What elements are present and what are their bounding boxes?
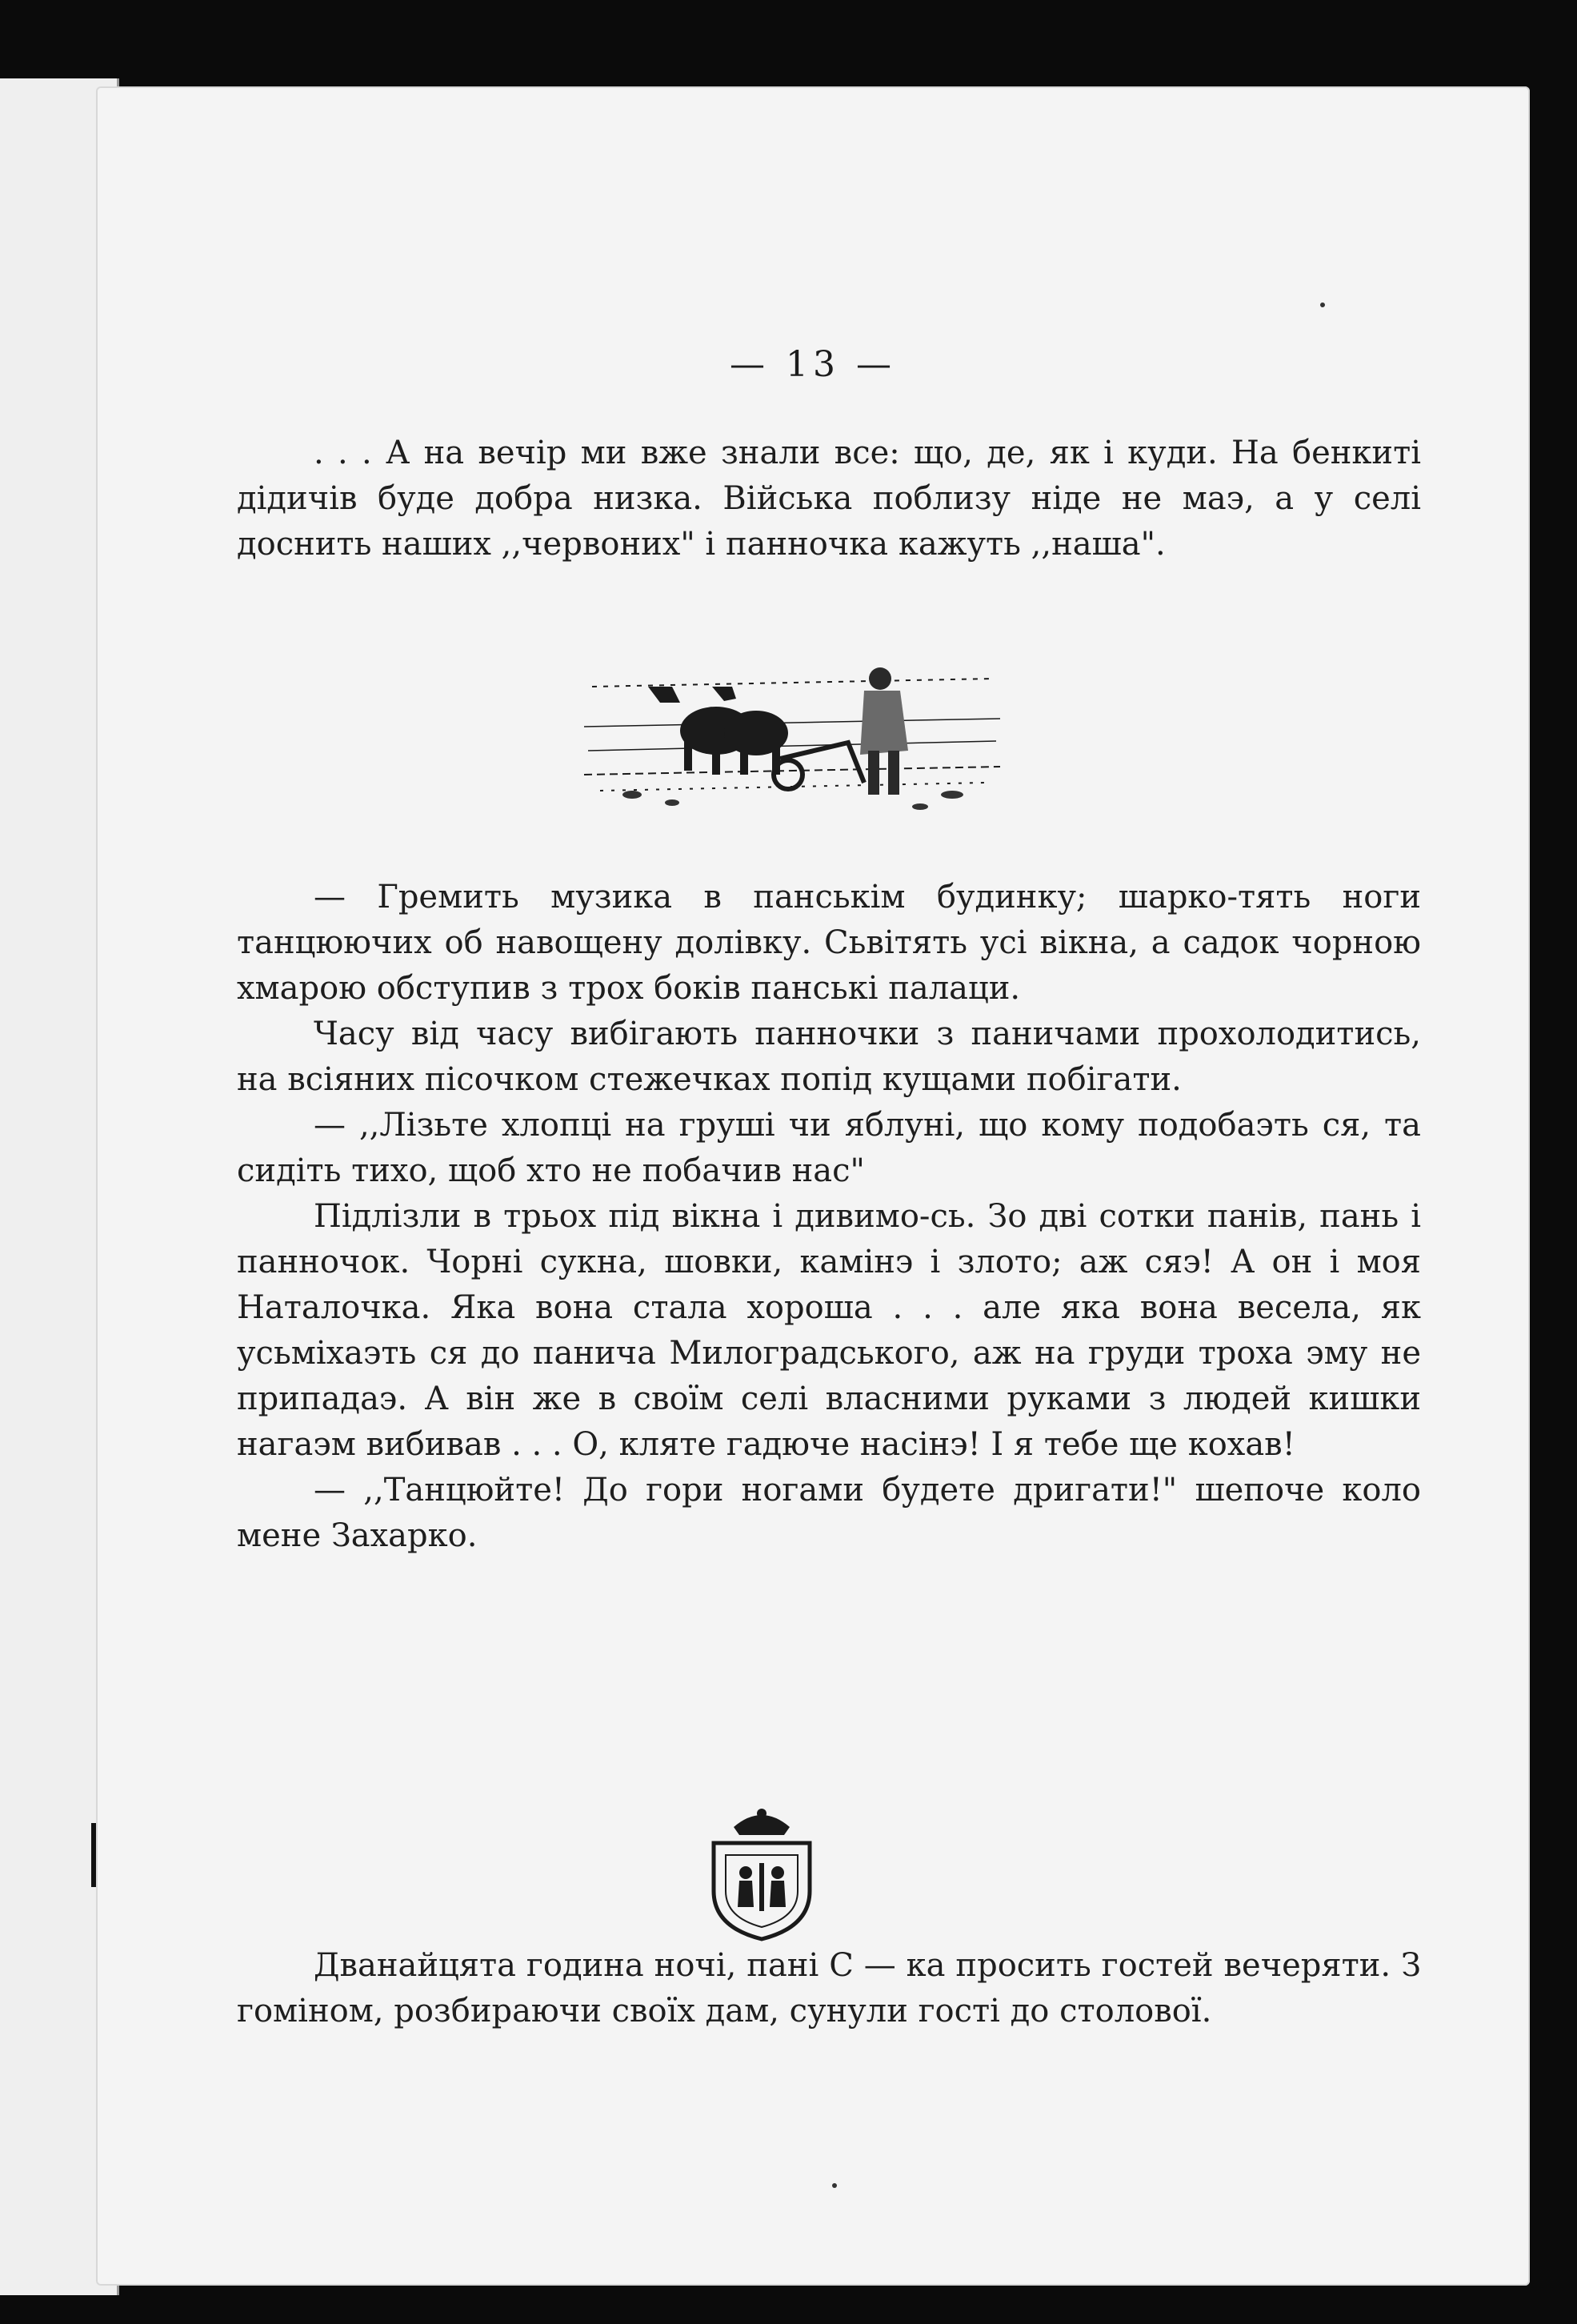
paragraph: Підлізли в трьох під вікна і дивимо-сь. Зо дві сотки панів, пань і панночок. Чорні сукна, шовки, камінэ і злото; аж сяэ! А он і моя Наталочка. Яка вона стала хороша . . . але яка вона весела, як усьміхаэть ся до панича Милоградського, аж на груди троха эму не припадаэ. А він же в своїм селі власними руками з людей кишки нагаэм вибивав . . . О, кляте гадюче насінэ! І я тебе ще кохав!: [237, 1198, 1421, 1463]
paragraph: . . . А на вечір ми вже знали все: що, де, як і куди. На бенкиті дідичів буде добра низка. Війська поблизу ніде не маэ, а у селі доснить наших ,,червоних" і панночка кажуть ,,наша".: [237, 435, 1421, 563]
speck: [1320, 303, 1325, 307]
paragraph-group-bottom: [237, 1943, 1421, 2034]
coat-of-arms-icon: [698, 1799, 826, 1943]
paragraph: Дванайцята година ночі, пані С — ка просить гостей вечеряти. З гоміном, розбираючи своїх дам, сунули гості до столової.: [237, 1947, 1421, 2029]
page-number: — 13 —: [730, 344, 896, 385]
paragraph: — ,,Лізьте хлопці на груші чи яблуні, що кому подобаэть ся, та сидіть тихо, щоб хто не побачив нас": [237, 1107, 1421, 1189]
speck: [832, 2183, 837, 2188]
paragraph-group-middle: [237, 875, 1421, 1559]
paragraph: Часу від часу вибігають панночки з паничами прохолодитись, на всіяних пісочком стежечках попід кущами побігати.: [237, 1016, 1421, 1098]
paragraph: — ,,Танцюйте! До гори ногами будете дригати!" шепоче коло мене Захарко.: [237, 1472, 1421, 1554]
ploughman-illustration: [584, 655, 1000, 815]
paragraph: — Гремить музика в панськім будинку; шарко-тять ноги танцюючих об навощену долівку. Сьвітять усі вікна, а садок чорною хмарою обступив з трох боків панські палаци.: [237, 879, 1421, 1007]
book-page: [96, 86, 1530, 2286]
paragraph-group-top: [237, 431, 1421, 567]
